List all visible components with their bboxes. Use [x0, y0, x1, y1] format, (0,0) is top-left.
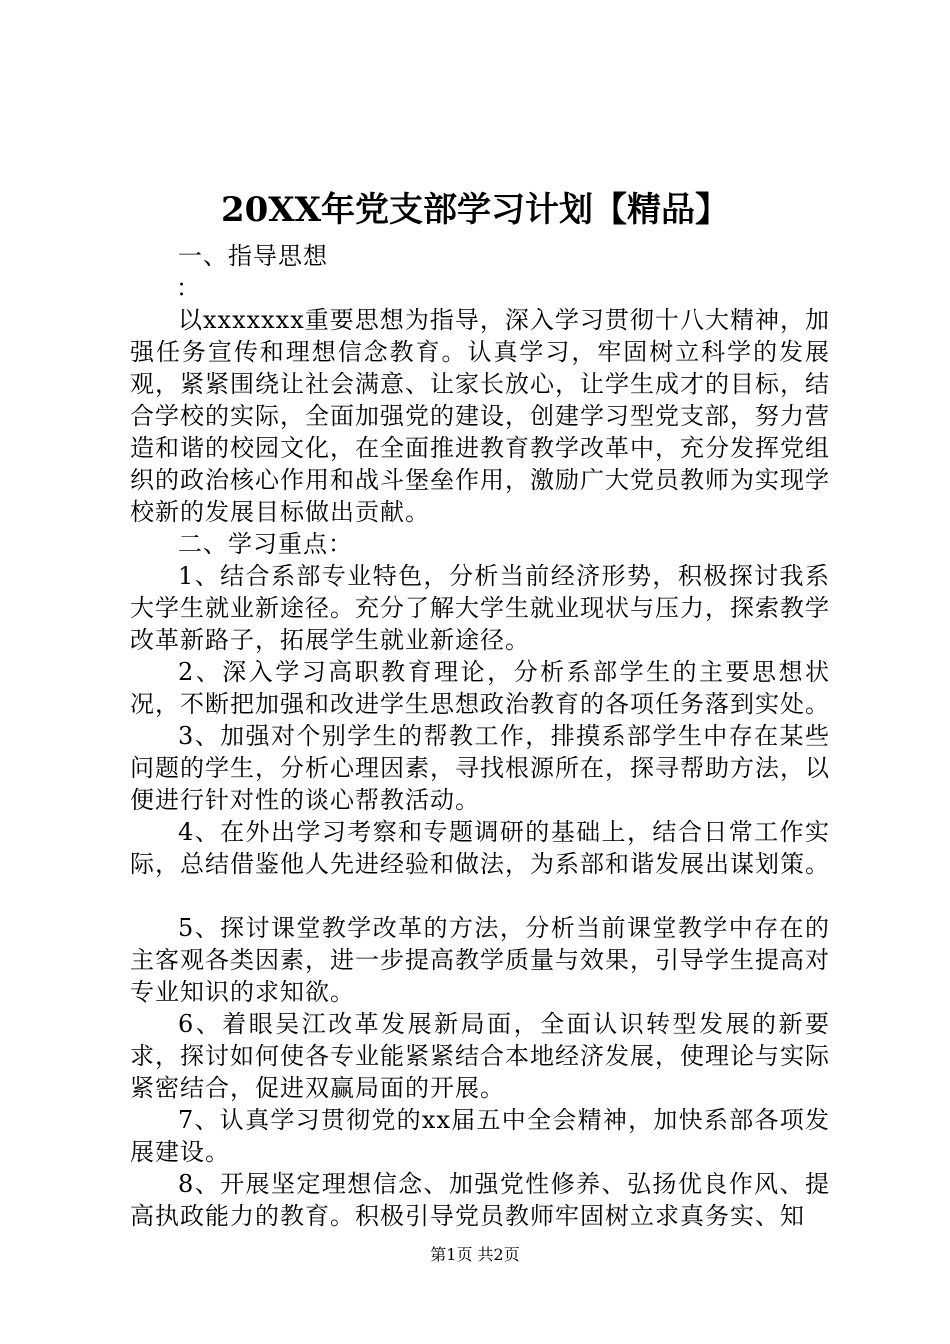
section-heading-guiding-thought: 一、指导思想: [178, 242, 328, 270]
list-item-2: 2、深入学习高职教育理论，分析系部学生的主要思想状况，不断把加强和改进学生思想政治教育的各项任务落到实处。: [130, 658, 830, 718]
list-item-5: 5、探讨课堂教学改革的方法，分析当前课堂教学中存在的主客观各类因素，进一步提高教学质量与效果，引导学生提高对专业知识的求知欲。: [130, 914, 830, 1006]
list-item-8: 8、开展坚定理想信念、加强党性修养、弘扬优良作风、提高执政能力的教育。积极引导党员教师牢固树立求真务实、知: [130, 1170, 830, 1230]
document-body: [130, 240, 830, 1232]
section-heading-study-focus: 二、学习重点：: [178, 530, 353, 558]
page-number-footer: 第1页 共2页: [430, 1245, 520, 1264]
list-item-1: 1、结合系部专业特色，分析当前经济形势，积极探讨我系大学生就业新途径。充分了解大学生就业现状与压力，探索教学改革新路子，拓展学生就业新途径。: [130, 562, 830, 654]
list-item-3: 3、加强对个别学生的帮教工作，排摸系部学生中存在某些问题的学生，分析心理因素，寻找根源所在，探寻帮助方法，以便进行针对性的谈心帮教活动。: [130, 722, 830, 814]
paragraph-colon: ：: [176, 274, 201, 302]
paragraph-guiding-thought: 以xxxxxxx重要思想为指导，深入学习贯彻十八大精神，加强任务宣传和理想信念教育。认真学习，牢固树立科学的发展观，紧紧围绕让社会满意、让家长放心，让学生成才的目标，结合学校的实际，全面加强党的建设，创建学习型党支部，努力营造和谐的校园文化，在全面推进教育教学改革中，充分发挥党组织的政治核心作用和战斗堡垒作用，激励广大党员教师为实现学校新的发展目标做出贡献。: [130, 306, 830, 526]
list-item-4: 4、在外出学习考察和专题调研的基础上，结合日常工作实际，总结借鉴他人先进经验和做法，为系部和谐发展出谋划策。: [130, 818, 830, 878]
list-item-7: 7、认真学习贯彻党的xx届五中全会精神，加快系部各项发展建设。: [130, 1106, 830, 1166]
list-item-6: 6、着眼吴江改革发展新局面，全面认识转型发展的新要求，探讨如何使各专业能紧紧结合本地经济发展，使理论与实际紧密结合，促进双赢局面的开展。: [130, 1010, 830, 1102]
document-title: 20XX年党支部学习计划【精品】: [220, 190, 730, 230]
